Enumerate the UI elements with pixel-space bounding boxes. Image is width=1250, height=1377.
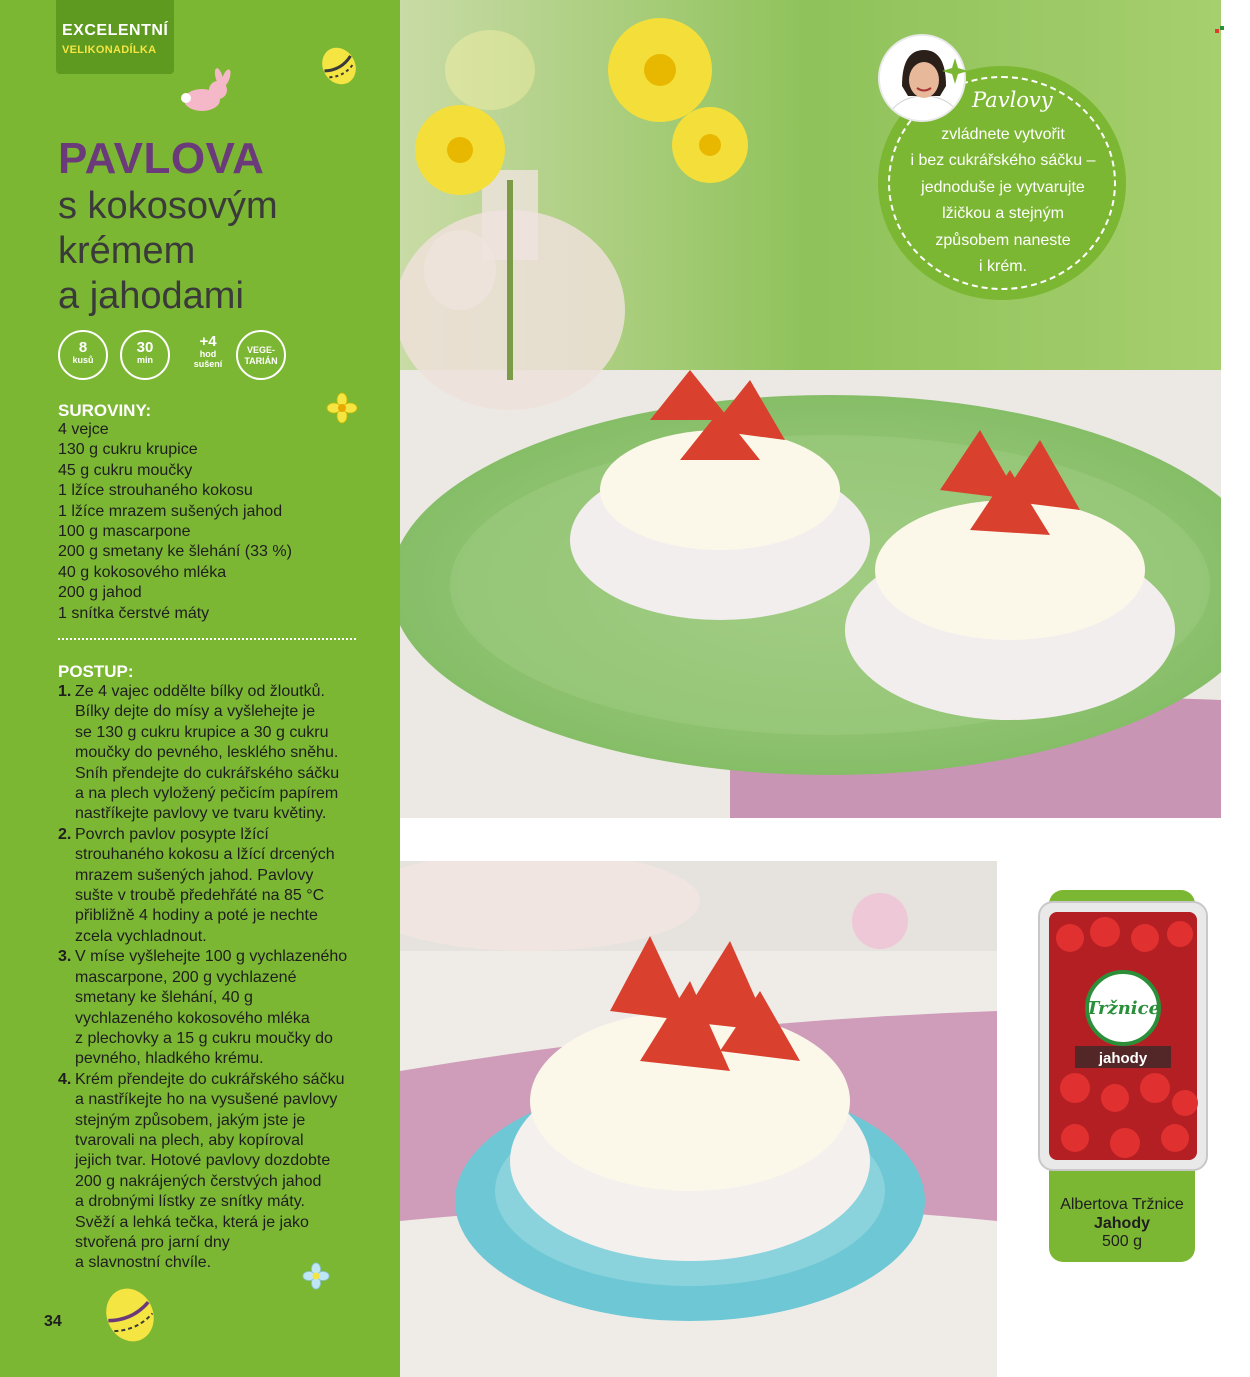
subtitle-line: krémem xyxy=(58,230,196,272)
product-caption xyxy=(1049,1196,1195,1252)
step-line: a drobnými lístky ze snítky máty. xyxy=(75,1193,305,1211)
tip-line: způsobem naneste xyxy=(935,231,1071,249)
corner-mark-icon xyxy=(1215,26,1225,36)
step-line: 200 g nakrájených čerstvých jahod xyxy=(75,1172,322,1190)
step-line: a na plech vyložený pečicím papírem xyxy=(75,785,339,803)
step-line: sušte v troubě předehřáté na 85 °C xyxy=(75,887,325,905)
ingredients-list xyxy=(58,420,292,624)
time-badge xyxy=(120,330,170,380)
pieces-unit: kusů xyxy=(72,355,94,365)
ingredient-item: 45 g cukru moučky xyxy=(58,461,193,479)
product-brand: Albertova Tržnice xyxy=(1060,1196,1184,1213)
step-line: smetany ke šlehání, 40 g xyxy=(75,989,253,1007)
tip-script-word: Pavlovy xyxy=(972,88,1053,112)
section-badge xyxy=(56,0,174,74)
strawberry-pack-image xyxy=(1035,898,1211,1174)
step-line: Povrch pavlov posypte lžící xyxy=(75,825,269,843)
time-unit: min xyxy=(136,355,153,365)
step-line: jejich tvar. Hotové pavlovy dozdobte xyxy=(75,1152,331,1170)
pieces-badge xyxy=(58,330,108,380)
tip-line: i bez cukrářského sáčku – xyxy=(910,152,1096,170)
step-line: Ze 4 vajec oddělte bílky od žloutků. xyxy=(75,683,325,700)
ingredient-item: 1 lžíce mrazem sušených jahod xyxy=(58,502,283,520)
ingredient-item: 200 g smetany ke šlehání (33 %) xyxy=(58,543,292,561)
step-line: přibližně 4 hodiny a poté je nechte xyxy=(75,907,318,925)
pieces-value: 8 xyxy=(78,339,88,356)
step-line: a nastříkejte ho na vysušené pavlovy xyxy=(75,1091,338,1109)
tip-text xyxy=(896,122,1110,280)
product-name: Jahody xyxy=(1093,1214,1150,1232)
recipe-title: PAVLOVA xyxy=(58,134,265,183)
step-line: stejným způsobem, jakým jste je xyxy=(75,1111,306,1129)
ingredient-item: 40 g kokosového mléka xyxy=(58,563,227,581)
step-line: stvořená pro jarní dny xyxy=(75,1233,230,1251)
page-number: 34 xyxy=(44,1313,62,1330)
step-line: Svěží a lehká tečka, která je jako xyxy=(75,1213,309,1231)
pack-label: jahody xyxy=(1098,1050,1148,1067)
tip-line: jednoduše je vytvarujte xyxy=(921,178,1085,196)
flower-icon xyxy=(302,1262,330,1290)
step-line: vychlazeného kokosového mléka xyxy=(75,1009,310,1027)
ingredient-item: 200 g jahod xyxy=(58,584,142,602)
easter-egg-icon xyxy=(318,45,360,87)
step-number: 1. xyxy=(58,683,72,700)
procedure-step xyxy=(58,825,373,947)
step-line: V míse vyšlehejte 100 g vychlazeného xyxy=(75,948,348,966)
drying-unit: sušení xyxy=(193,359,223,369)
svg-text:Tržnice: Tržnice xyxy=(1085,998,1161,1019)
ingredients-heading: SUROVINY: xyxy=(58,401,152,420)
vegetarian-badge xyxy=(236,330,286,380)
step-number: 2. xyxy=(58,825,72,843)
step-number: 4. xyxy=(58,1070,72,1088)
product-weight: 500 g xyxy=(1101,1233,1143,1251)
drying-value: +4 xyxy=(199,333,217,350)
ingredient-item: 130 g cukru krupice xyxy=(58,441,198,459)
ingredient-item: 1 lžíce strouhaného kokosu xyxy=(58,482,253,500)
step-line: zcela vychladnout. xyxy=(75,927,207,945)
subtitle-line: s kokosovým xyxy=(58,185,278,227)
recipe-subtitle xyxy=(58,184,378,319)
bunny-icon xyxy=(178,68,238,114)
procedure-step xyxy=(58,947,373,1069)
step-line: Sníh přendejte do cukrářského sáčku xyxy=(75,764,340,782)
step-line: nastříkejte pavlovy ve tvaru květiny. xyxy=(75,805,327,823)
recipe-column xyxy=(0,0,400,1377)
easter-egg-icon xyxy=(100,1285,160,1345)
drying-info xyxy=(186,334,230,369)
step-line: strouhaného kokosu a lžící drcených xyxy=(75,846,335,864)
step-number: 3. xyxy=(58,948,72,966)
ingredient-item: 1 snítka čerstvé máty xyxy=(58,604,210,622)
time-value: 30 xyxy=(136,339,154,356)
star-icon xyxy=(940,56,970,86)
step-line: se 130 g cukru krupice a 30 g cukru xyxy=(75,723,329,741)
step-line: a slavnostní chvíle. xyxy=(75,1254,212,1272)
procedure-step xyxy=(58,1070,373,1274)
section-divider xyxy=(58,638,356,640)
flower-icon xyxy=(326,392,358,424)
procedure-heading: POSTUP: xyxy=(58,662,134,681)
procedure-steps xyxy=(58,682,373,1274)
step-line: Bílky dejte do mísy a vyšlehejte je xyxy=(75,703,316,721)
step-line: z plechovky a 15 g cukru moučky do xyxy=(75,1029,333,1047)
tip-line: zvládnete vytvořit xyxy=(941,126,1065,143)
ingredient-item: 100 g mascarpone xyxy=(58,523,191,541)
vegetarian-label: VEGE- xyxy=(246,345,275,355)
step-line: moučky do pevného, lesklého sněhu. xyxy=(75,744,339,762)
badge-title: EXCELENTNÍ xyxy=(62,22,169,39)
step-line: mascarpone, 200 g vychlazené xyxy=(75,968,297,986)
step-line: mrazem sušených jahod. Pavlovy xyxy=(75,866,314,884)
subtitle-line: a jahodami xyxy=(58,275,244,317)
vegetarian-label: TARIÁN xyxy=(244,356,278,366)
step-line: pevného, hladkého krému. xyxy=(75,1050,264,1068)
tip-line: lžičkou a stejným xyxy=(942,205,1064,223)
pavlova-closeup-photo xyxy=(400,861,997,1377)
ingredient-item: 4 vejce xyxy=(58,421,109,438)
step-line: Krém přendejte do cukrářského sáčku xyxy=(75,1070,345,1088)
tip-line: i krém. xyxy=(979,258,1027,276)
drying-unit: hod xyxy=(199,349,217,359)
step-line: tvarovali na plech, aby kopíroval xyxy=(75,1131,304,1149)
badge-subtitle: VELIKONADÍLKA xyxy=(62,44,157,56)
procedure-step xyxy=(58,682,373,825)
